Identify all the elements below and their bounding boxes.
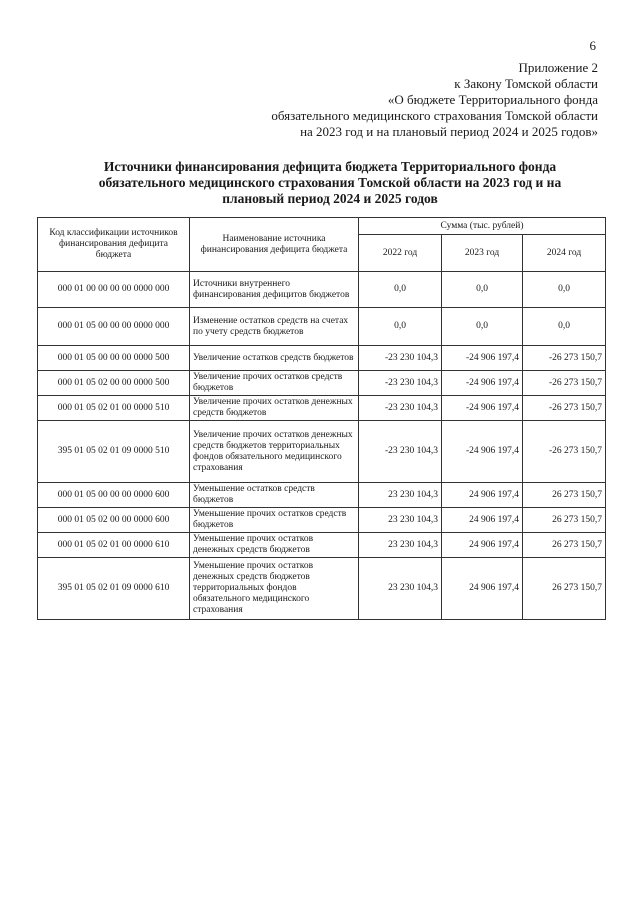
appendix-line: на 2023 год и на плановый период 2024 и 2025 годов» (300, 124, 598, 139)
appendix-reference (178, 60, 598, 140)
appendix-line: обязательного медицинского страхования Томской области (271, 108, 598, 123)
row-value-2024: 0,0 (523, 308, 606, 346)
row-value-2022: 23 230 104,3 (359, 533, 442, 558)
row-value-2024: 26 273 150,7 (523, 483, 606, 508)
row-value-2023: 0,0 (442, 308, 523, 346)
table-row (38, 421, 606, 483)
row-value-2023: 24 906 197,4 (442, 508, 523, 533)
row-name: Увеличение прочих остатков денежных средств бюджетов территориальных фондов обязательного медицинского страхования (190, 421, 359, 483)
row-value-2024: 26 273 150,7 (523, 558, 606, 620)
row-name: Уменьшение прочих остатков денежных средств бюджетов (190, 533, 359, 558)
row-code: 395 01 05 02 01 09 0000 510 (38, 421, 190, 483)
header-year-2023: 2023 год (442, 235, 523, 272)
row-value-2023: 24 906 197,4 (442, 533, 523, 558)
row-code: 000 01 05 00 00 00 0000 500 (38, 346, 190, 371)
row-code: 000 01 05 02 01 00 0000 510 (38, 396, 190, 421)
table-row (38, 533, 606, 558)
row-code: 000 01 05 02 01 00 0000 610 (38, 533, 190, 558)
deficit-sources-table (37, 217, 606, 620)
row-name: Изменение остатков средств на счетах по учету средств бюджетов (190, 308, 359, 346)
row-value-2022: 0,0 (359, 272, 442, 308)
row-name: Увеличение прочих остатков средств бюджетов (190, 371, 359, 396)
row-code: 000 01 05 00 00 00 0000 000 (38, 308, 190, 346)
row-name: Увеличение остатков средств бюджетов (190, 346, 359, 371)
table-row (38, 308, 606, 346)
row-value-2023: -24 906 197,4 (442, 421, 523, 483)
appendix-line: Приложение 2 (518, 60, 598, 75)
row-value-2022: 23 230 104,3 (359, 508, 442, 533)
row-name: Источники внутреннего финансирования дефицитов бюджетов (190, 272, 359, 308)
row-code: 000 01 05 00 00 00 0000 600 (38, 483, 190, 508)
row-value-2024: 26 273 150,7 (523, 508, 606, 533)
table-row (38, 483, 606, 508)
table-row (38, 558, 606, 620)
title-line: обязательного медицинского страхования Томской области на 2023 год и на (98, 175, 562, 190)
row-code: 000 01 00 00 00 00 0000 000 (38, 272, 190, 308)
table-row (38, 371, 606, 396)
row-value-2022: 23 230 104,3 (359, 558, 442, 620)
row-value-2024: 0,0 (523, 272, 606, 308)
row-value-2022: -23 230 104,3 (359, 396, 442, 421)
row-value-2024: -26 273 150,7 (523, 371, 606, 396)
row-value-2023: -24 906 197,4 (442, 346, 523, 371)
appendix-line: «О бюджете Территориального фонда (387, 92, 598, 107)
table-row (38, 508, 606, 533)
row-value-2022: -23 230 104,3 (359, 421, 442, 483)
header-year-2022: 2022 год (359, 235, 442, 272)
row-name: Уменьшение прочих остатков средств бюджетов (190, 508, 359, 533)
row-value-2024: 26 273 150,7 (523, 533, 606, 558)
title-line: Источники финансирования дефицита бюджета Территориального фонда (103, 159, 557, 174)
table-row (38, 346, 606, 371)
row-value-2023: 24 906 197,4 (442, 558, 523, 620)
row-value-2023: 0,0 (442, 272, 523, 308)
header-year-2024: 2024 год (523, 235, 606, 272)
row-name: Уменьшение остатков средств бюджетов (190, 483, 359, 508)
row-code: 000 01 05 02 00 00 0000 500 (38, 371, 190, 396)
header-name: Наименование источника финансирования дефицита бюджета (190, 218, 359, 272)
row-code: 000 01 05 02 00 00 0000 600 (38, 508, 190, 533)
document-title (60, 159, 600, 207)
row-value-2023: -24 906 197,4 (442, 396, 523, 421)
header-sum: Сумма (тыс. рублей) (359, 218, 606, 235)
row-value-2024: -26 273 150,7 (523, 396, 606, 421)
row-value-2023: 24 906 197,4 (442, 483, 523, 508)
header-code: Код классификации источников финансирования дефицита бюджета (38, 218, 190, 272)
table-row (38, 272, 606, 308)
row-value-2022: -23 230 104,3 (359, 371, 442, 396)
row-value-2024: -26 273 150,7 (523, 421, 606, 483)
page-number: 6 (589, 38, 596, 53)
row-name: Увеличение прочих остатков денежных средств бюджетов (190, 396, 359, 421)
appendix-line: к Закону Томской области (454, 76, 598, 91)
table-row (38, 396, 606, 421)
title-line: плановый период 2024 и 2025 годов (222, 191, 438, 206)
row-value-2022: 23 230 104,3 (359, 483, 442, 508)
row-value-2024: -26 273 150,7 (523, 346, 606, 371)
row-code: 395 01 05 02 01 09 0000 610 (38, 558, 190, 620)
row-value-2022: 0,0 (359, 308, 442, 346)
row-name: Уменьшение прочих остатков денежных средств бюджетов территориальных фондов обязательного медицинского страхования (190, 558, 359, 620)
row-value-2022: -23 230 104,3 (359, 346, 442, 371)
row-value-2023: -24 906 197,4 (442, 371, 523, 396)
